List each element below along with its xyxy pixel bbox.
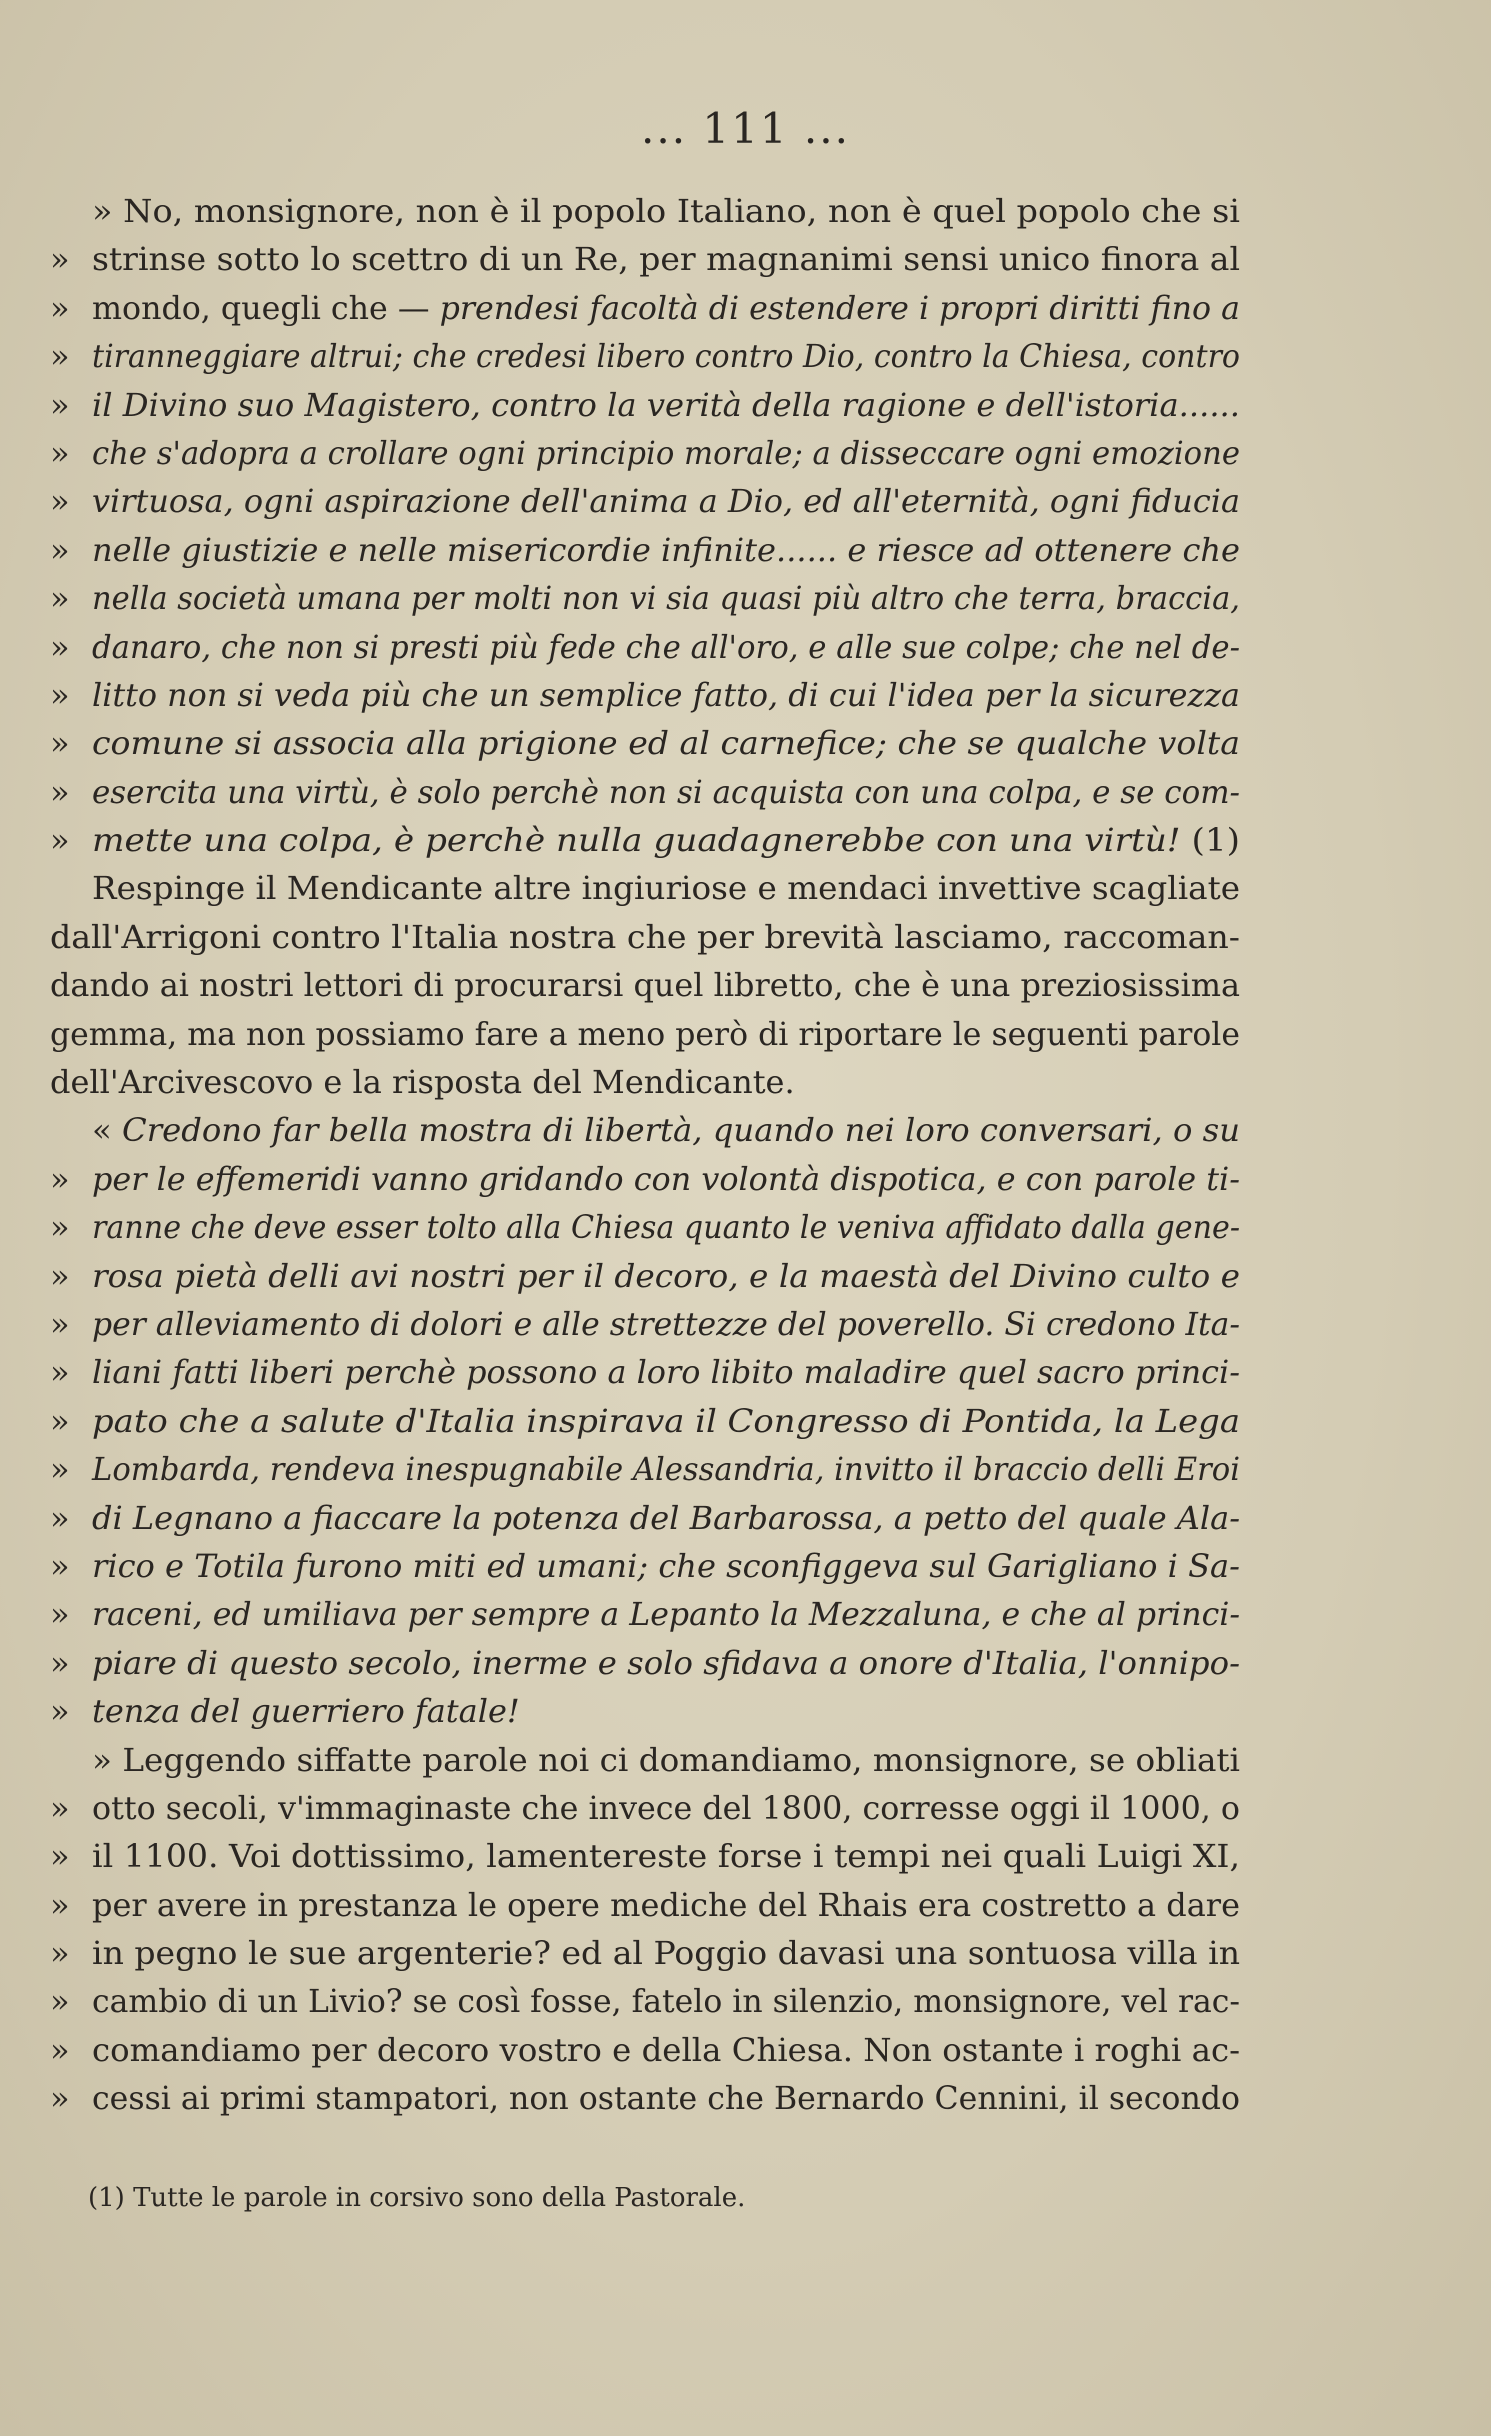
text-line xyxy=(50,1832,1240,1880)
text-line xyxy=(50,768,1240,816)
quote-mark: » xyxy=(50,821,70,860)
quote-mark: » xyxy=(50,1546,70,1585)
text-segment: liani fatti liberi perchè possono a loro libito maladire quel sacro princi- xyxy=(92,1353,1240,1392)
quote-mark: » xyxy=(50,772,70,811)
text-segment: otto secoli, v'immaginaste che invece del 1800, corresse oggi il 1000, o xyxy=(92,1788,1240,1827)
text-line xyxy=(50,1058,1240,1106)
quote-mark: » xyxy=(50,1401,70,1440)
text-segment: dando ai nostri lettori di procurarsi quel libretto, che è una preziosissima xyxy=(50,966,1240,1005)
quote-mark: » xyxy=(50,530,70,569)
text-segment: » No, monsignore, non è il popolo Italiano, non è quel popolo che si xyxy=(92,192,1240,230)
text-line xyxy=(50,284,1240,332)
text-line xyxy=(50,864,1240,912)
quote-mark: » xyxy=(50,482,70,521)
text-line xyxy=(50,1252,1240,1300)
text-segment: per alleviamento di dolori e alle strettezze del poverello. Si credono Ita- xyxy=(92,1304,1240,1343)
quote-mark: » xyxy=(50,1788,70,1827)
text-segment: in pegno le sue argenterie? ed al Poggio davasi una sontuosa villa in xyxy=(92,1934,1240,1973)
text-segment: esercita una virtù, è solo perchè non si acquista con una colpa, e se com- xyxy=(92,772,1240,811)
text-segment: di Legnano a fiaccare la potenza del Barbarossa, a petto del quale Ala- xyxy=(92,1498,1240,1537)
text-line xyxy=(50,1348,1240,1396)
text-segment: prendesi facoltà di estendere i propri diritti fino a xyxy=(439,288,1240,327)
text-line xyxy=(50,1590,1240,1638)
text-segment: dell'Arcivescovo e la risposta del Mendicante. xyxy=(50,1063,795,1102)
quote-mark: » xyxy=(50,2030,70,2069)
text-line xyxy=(50,623,1240,671)
text-segment: cessi ai primi stampatori, non ostante che Bernardo Cennini, il secondo xyxy=(92,2079,1240,2118)
text-line xyxy=(50,961,1240,1009)
text-segment: nelle giustizie e nelle misericordie infinite...... e riesce ad ottenere che xyxy=(92,530,1240,569)
quote-mark: » xyxy=(50,1208,70,1247)
text-segment: tiranneggiare altrui; che credesi libero contro Dio, contro la Chiesa, contro xyxy=(92,337,1240,376)
quote-mark: » xyxy=(50,675,70,714)
text-segment: pato che a salute d'Italia inspirava il Congresso di Pontida, la Lega xyxy=(92,1401,1240,1440)
footnote: (1) Tutte le parole in corsivo sono della Pastorale. xyxy=(88,2183,746,2213)
text-segment: Credono far bella mostra di libertà, quando nei loro conversari, o su xyxy=(121,1111,1241,1150)
quote-mark: » xyxy=(50,1256,70,1295)
text-segment: virtuosa, ogni aspirazione dell'anima a Dio, ed all'eternità, ogni fiducia xyxy=(92,482,1240,521)
quote-mark: » xyxy=(50,385,70,424)
text-line xyxy=(50,187,1240,235)
text-line xyxy=(50,2026,1240,2074)
quote-mark: » xyxy=(50,724,70,763)
text-line xyxy=(50,816,1240,864)
text-segment: che s'adopra a crollare ogni principio morale; a disseccare ogni emozione xyxy=(92,433,1240,472)
text-line xyxy=(50,235,1240,283)
text-line xyxy=(50,574,1240,622)
text-segment: rico e Totila furono miti ed umani; che sconfiggeva sul Garigliano i Sa- xyxy=(92,1546,1240,1585)
quote-mark: » xyxy=(50,1643,70,1682)
quote-mark: » xyxy=(50,433,70,472)
text-line xyxy=(50,719,1240,767)
text-segment: comune si associa alla prigione ed al carnefice; che se qualche volta xyxy=(92,724,1240,763)
text-line xyxy=(50,1203,1240,1251)
text-line xyxy=(50,2074,1240,2122)
text-line xyxy=(50,1010,1240,1058)
text-line xyxy=(50,1929,1240,1977)
quote-mark: » xyxy=(50,1159,70,1198)
text-segment: ranne che deve esser tolto alla Chiesa quanto le veniva affidato dalla gene- xyxy=(92,1208,1240,1247)
text-segment: tenza del guerriero fatale! xyxy=(92,1692,520,1731)
text-line xyxy=(50,477,1240,525)
quote-mark: » xyxy=(50,1498,70,1537)
text-line xyxy=(50,1784,1240,1832)
quote-mark: » xyxy=(50,1885,70,1924)
text-line xyxy=(50,1687,1240,1735)
text-segment: strinse sotto lo scettro di un Re, per magnanimi sensi unico finora al xyxy=(92,240,1240,279)
quote-mark: » xyxy=(50,627,70,666)
quote-mark: » xyxy=(50,1692,70,1731)
quote-mark: » xyxy=(50,1934,70,1973)
page-body xyxy=(50,187,1240,2123)
quote-mark: » xyxy=(50,337,70,376)
text-segment: comandiamo per decoro vostro e della Chiesa. Non ostante i roghi ac- xyxy=(92,2030,1240,2069)
text-line xyxy=(50,1155,1240,1203)
text-line xyxy=(50,1542,1240,1590)
quote-mark: » xyxy=(50,1450,70,1489)
quote-mark: » xyxy=(50,240,70,279)
text-segment: il 1100. Voi dottissimo, lamentereste forse i tempi nei quali Luigi XI, xyxy=(92,1837,1240,1876)
text-line xyxy=(50,1977,1240,2025)
text-segment: Lombarda, rendeva inespugnabile Alessandria, invitto il braccio delli Eroi xyxy=(92,1450,1240,1489)
text-line xyxy=(50,332,1240,380)
text-segment: gemma, ma non possiamo fare a meno però di riportare le seguenti parole xyxy=(50,1014,1240,1053)
text-line xyxy=(50,1106,1240,1154)
quote-mark: » xyxy=(50,1837,70,1876)
text-line xyxy=(50,1445,1240,1493)
text-segment: (1) xyxy=(1180,821,1240,860)
text-line xyxy=(50,1881,1240,1929)
quote-mark: » xyxy=(50,1982,70,2021)
quote-mark: » xyxy=(50,1595,70,1634)
text-line xyxy=(50,1736,1240,1784)
text-segment: piare di questo secolo, inerme e solo sfidava a onore d'Italia, l'onnipo- xyxy=(92,1643,1240,1682)
text-segment: rosa pietà delli avi nostri per il decoro, e la maestà del Divino culto e xyxy=(92,1256,1240,1295)
text-segment: litto non si veda più che un semplice fatto, di cui l'idea per la sicurezza xyxy=(92,675,1240,714)
text-line xyxy=(50,671,1240,719)
quote-mark: » xyxy=(50,1304,70,1343)
quote-mark: » xyxy=(50,579,70,618)
quote-mark: » xyxy=(50,2079,70,2118)
text-line xyxy=(50,1639,1240,1687)
text-line xyxy=(50,1300,1240,1348)
text-segment: per avere in prestanza le opere mediche del Rhais era costretto a dare xyxy=(92,1885,1240,1924)
text-line xyxy=(50,429,1240,477)
text-segment: » Leggendo siffatte parole noi ci domandiamo, monsignore, se obliati xyxy=(92,1740,1241,1779)
text-segment: mondo, quegli che — xyxy=(92,288,440,327)
text-line xyxy=(50,381,1240,429)
text-segment: raceni, ed umiliava per sempre a Lepanto la Mezzaluna, e che al princi- xyxy=(92,1595,1240,1634)
text-segment: « xyxy=(92,1111,122,1150)
text-segment: mette una colpa, è perchè nulla guadagnerebbe con una virtù! xyxy=(92,821,1181,860)
quote-mark: » xyxy=(50,288,70,327)
text-line xyxy=(50,913,1240,961)
text-segment: per le effemeridi vanno gridando con volontà dispotica, e con parole ti- xyxy=(92,1159,1240,1198)
text-line xyxy=(50,1494,1240,1542)
text-line xyxy=(50,526,1240,574)
text-segment: nella società umana per molti non vi sia quasi più altro che terra, braccia, xyxy=(92,579,1240,618)
text-segment: danaro, che non si presti più fede che all'oro, e alle sue colpe; che nel de- xyxy=(92,627,1240,666)
text-segment: il Divino suo Magistero, contro la verità della ragione e dell'istoria...... xyxy=(92,385,1240,424)
text-segment: dall'Arrigoni contro l'Italia nostra che per brevità lasciamo, raccoman- xyxy=(50,917,1240,956)
page-number: ... 111 ... xyxy=(641,104,850,153)
text-segment: Respinge il Mendicante altre ingiuriose e mendaci invettive scagliate xyxy=(92,869,1240,908)
text-segment: cambio di un Livio? se così fosse, fatelo in silenzio, monsignore, vel rac- xyxy=(92,1982,1240,2021)
quote-mark: » xyxy=(50,1353,70,1392)
text-line xyxy=(50,1397,1240,1445)
